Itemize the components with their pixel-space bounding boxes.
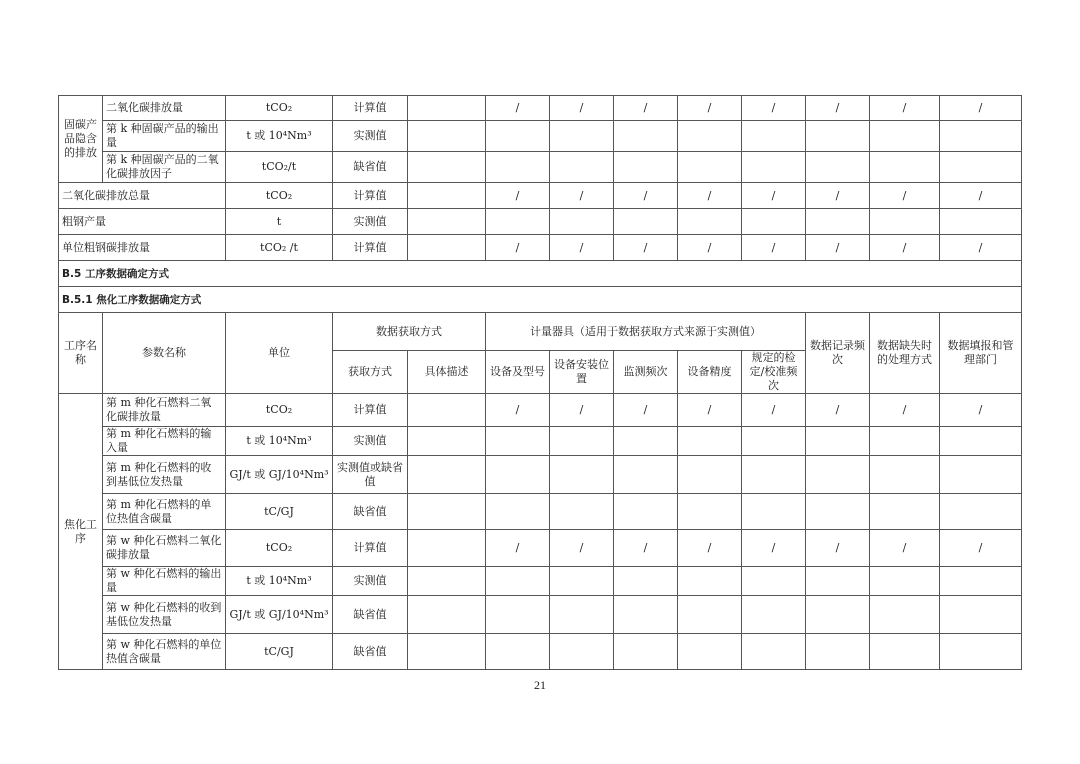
param-cell: 第 m 种化石燃料的单位热值含碳量 <box>103 494 226 530</box>
header-process-name: 工序名称 <box>59 313 103 394</box>
header-device: 设备及型号 <box>486 351 550 394</box>
slash-cell: / <box>550 530 614 567</box>
slash-cell: / <box>742 394 806 427</box>
slash-cell: / <box>550 96 614 121</box>
table-row <box>59 121 1022 152</box>
slash-cell: / <box>486 96 550 121</box>
method-cell: 实测值 <box>333 121 408 152</box>
slash-cell: / <box>940 96 1022 121</box>
section-row <box>59 261 1022 287</box>
table-row <box>59 427 1022 456</box>
table-row <box>59 394 1022 427</box>
method-cell: 实测值 <box>333 209 408 235</box>
header-row <box>59 313 1022 351</box>
slash-cell: / <box>742 530 806 567</box>
slash-cell: / <box>806 96 870 121</box>
desc-cell <box>408 96 486 121</box>
param-cell: 第 w 种化石燃料的单位热值含碳量 <box>103 634 226 670</box>
unit-cell: tCO₂ <box>226 96 333 121</box>
slash-cell: / <box>678 183 742 209</box>
unit-cell: t 或 10⁴Nm³ <box>226 427 333 456</box>
page-number: 21 <box>534 678 546 692</box>
slash-cell: / <box>550 235 614 261</box>
table-row <box>59 530 1022 567</box>
slash-cell: / <box>678 235 742 261</box>
unit-cell: tCO₂ /t <box>226 235 333 261</box>
slash-cell: / <box>614 530 678 567</box>
slash-cell: / <box>742 96 806 121</box>
slash-cell: / <box>806 530 870 567</box>
method-cell: 实测值 <box>333 567 408 596</box>
param-cell: 第 k 种固碳产品的输出量 <box>103 121 226 152</box>
table-row <box>59 567 1022 596</box>
slash-cell: / <box>940 183 1022 209</box>
table-row <box>59 183 1022 209</box>
slash-cell: / <box>614 96 678 121</box>
param-cell: 第 m 种化石燃料二氧化碳排放量 <box>103 394 226 427</box>
header-data-method: 数据获取方式 <box>333 313 486 351</box>
header-precision: 设备精度 <box>678 351 742 394</box>
param-cell: 第 w 种化石燃料的收到基低位发热量 <box>103 596 226 634</box>
header-meter: 计量器具（适用于数据获取方式来源于实测值） <box>486 313 806 351</box>
method-cell: 缺省值 <box>333 494 408 530</box>
param-cell: 二氧化碳排放总量 <box>59 183 226 209</box>
header-record-freq: 数据记录频次 <box>806 313 870 394</box>
param-cell: 第 k 种固碳产品的二氧化碳排放因子 <box>103 152 226 183</box>
method-cell: 缺省值 <box>333 152 408 183</box>
table-row <box>59 209 1022 235</box>
method-cell: 计算值 <box>333 183 408 209</box>
param-cell: 第 w 种化石燃料二氧化碳排放量 <box>103 530 226 567</box>
slash-cell: / <box>940 235 1022 261</box>
slash-cell: / <box>940 394 1022 427</box>
unit-cell: tC/GJ <box>226 494 333 530</box>
unit-cell: tCO₂ <box>226 183 333 209</box>
header-location: 设备安装位置 <box>550 351 614 394</box>
slash-cell: / <box>550 394 614 427</box>
slash-cell: / <box>678 394 742 427</box>
slash-cell: / <box>870 394 940 427</box>
method-cell: 缺省值 <box>333 634 408 670</box>
header-unit: 单位 <box>226 313 333 394</box>
slash-cell: / <box>550 183 614 209</box>
method-cell: 实测值 <box>333 427 408 456</box>
slash-cell: / <box>940 530 1022 567</box>
group-cell: 固碳产品隐含的排放 <box>59 96 103 183</box>
slash-cell: / <box>870 530 940 567</box>
method-cell: 计算值 <box>333 394 408 427</box>
process-cell: 焦化工序 <box>59 394 103 670</box>
param-cell: 第 m 种化石燃料的输入量 <box>103 427 226 456</box>
method-cell: 计算值 <box>333 96 408 121</box>
header-param-name: 参数名称 <box>103 313 226 394</box>
slash-cell: / <box>806 235 870 261</box>
unit-cell: t 或 10⁴Nm³ <box>226 121 333 152</box>
section-heading-b51: B.5.1 焦化工序数据确定方式 <box>59 287 1022 313</box>
table-row <box>59 96 1022 121</box>
slash-cell: / <box>742 183 806 209</box>
header-method: 获取方式 <box>333 351 408 394</box>
slash-cell: / <box>870 96 940 121</box>
slash-cell: / <box>678 530 742 567</box>
unit-cell: GJ/t 或 GJ/10⁴Nm³ <box>226 596 333 634</box>
slash-cell: / <box>742 235 806 261</box>
section-row <box>59 287 1022 313</box>
slash-cell: / <box>614 235 678 261</box>
table-row <box>59 634 1022 670</box>
method-cell: 计算值 <box>333 530 408 567</box>
slash-cell: / <box>486 530 550 567</box>
section-heading-b5: B.5 工序数据确定方式 <box>59 261 1022 287</box>
unit-cell: t <box>226 209 333 235</box>
table-row <box>59 494 1022 530</box>
param-cell: 单位粗钢碳排放量 <box>59 235 226 261</box>
slash-cell: / <box>486 183 550 209</box>
table-row <box>59 596 1022 634</box>
table-row <box>59 235 1022 261</box>
param-cell: 第 w 种化石燃料的输出量 <box>103 567 226 596</box>
param-cell: 粗钢产量 <box>59 209 226 235</box>
slash-cell: / <box>806 394 870 427</box>
header-missing-handling: 数据缺失时的处理方式 <box>870 313 940 394</box>
method-cell: 缺省值 <box>333 596 408 634</box>
unit-cell: GJ/t 或 GJ/10⁴Nm³ <box>226 456 333 494</box>
slash-cell: / <box>486 235 550 261</box>
header-desc: 具体描述 <box>408 351 486 394</box>
unit-cell: tCO₂ <box>226 530 333 567</box>
slash-cell: / <box>806 183 870 209</box>
header-report-dept: 数据填报和管理部门 <box>940 313 1022 394</box>
table-row <box>59 456 1022 494</box>
unit-cell: tCO₂/t <box>226 152 333 183</box>
slash-cell: / <box>870 235 940 261</box>
unit-cell: tC/GJ <box>226 634 333 670</box>
slash-cell: / <box>486 394 550 427</box>
header-calibration: 规定的检定/校准频次 <box>742 351 806 394</box>
slash-cell: / <box>614 183 678 209</box>
slash-cell: / <box>678 96 742 121</box>
table-row <box>59 152 1022 183</box>
header-monitor-freq: 监测频次 <box>614 351 678 394</box>
slash-cell: / <box>614 394 678 427</box>
data-determination-table <box>58 95 1022 670</box>
param-cell: 第 m 种化石燃料的收到基低位发热量 <box>103 456 226 494</box>
method-cell: 实测值或缺省值 <box>333 456 408 494</box>
param-cell: 二氧化碳排放量 <box>103 96 226 121</box>
slash-cell: / <box>870 183 940 209</box>
method-cell: 计算值 <box>333 235 408 261</box>
unit-cell: tCO₂ <box>226 394 333 427</box>
unit-cell: t 或 10⁴Nm³ <box>226 567 333 596</box>
